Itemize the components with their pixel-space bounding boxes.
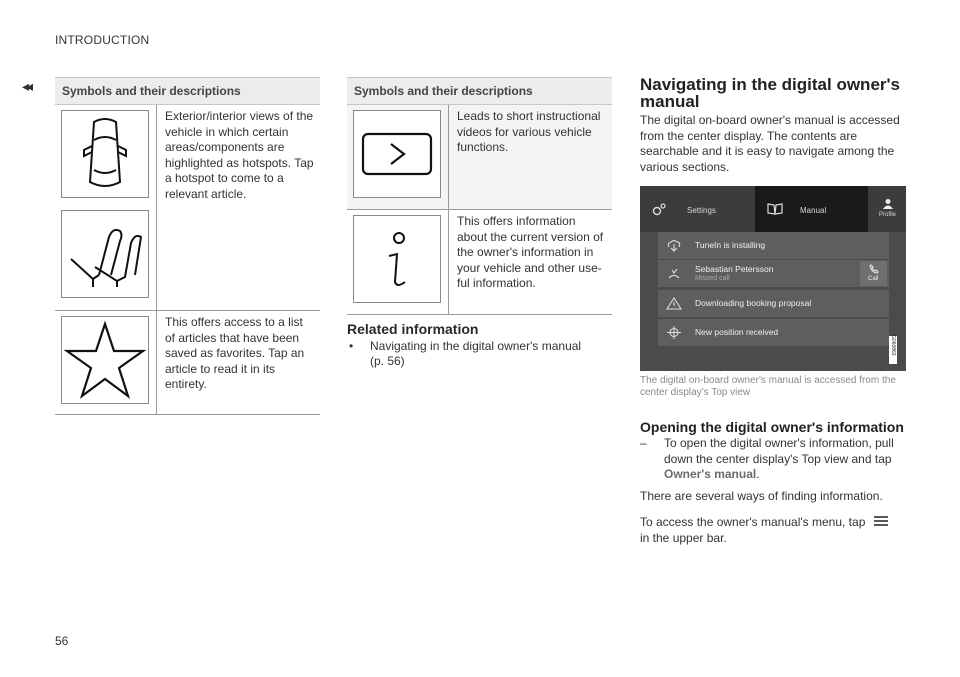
table-heading: Symbols and their descriptions: [347, 78, 612, 105]
table-row: [55, 311, 320, 415]
notification-item[interactable]: [658, 232, 889, 259]
settings-tab[interactable]: Settings: [687, 206, 716, 215]
intro-paragraph: The digital on-board owner's manual is accessed from the center display. The contents are searchable and it is easy to navigate among the various sections.: [640, 113, 900, 174]
download-icon: [666, 239, 682, 252]
symbols-table-left: [55, 77, 320, 415]
notification-item[interactable]: [658, 319, 889, 346]
notification-item[interactable]: [658, 290, 889, 317]
notification-item[interactable]: [658, 260, 889, 287]
play-video-icon: [353, 110, 441, 198]
related-link-text[interactable]: Navigating in the digital owner's manual (p. 56): [370, 339, 582, 368]
book-icon: [767, 203, 783, 215]
icon-cell: [55, 311, 157, 414]
related-link[interactable]: [349, 339, 594, 371]
figure-caption: The digital on-board owner's manual is accessed from the center display's Top view: [640, 375, 896, 398]
paragraph: To access the owner's manual's menu, tap in the upper bar.: [640, 515, 910, 546]
call-label: Call: [868, 276, 879, 282]
section-title: Navigating in the digital owner's manual: [640, 75, 901, 111]
notification-title: Sebastian Petersson: [695, 264, 774, 274]
star-icon: [61, 316, 149, 404]
notification-title: TuneIn is installing: [695, 240, 766, 250]
dash-marker: –: [640, 436, 647, 450]
notification-title: Downloading booking proposal: [695, 298, 812, 308]
manual-tab[interactable]: Manual: [800, 206, 827, 215]
description-cell: Exterior/interior views of the vehicle in which certain areas/components are highlighted as hotspots. Tap a hotspot to come to a relevant article.: [165, 109, 314, 201]
phone-icon: [869, 264, 879, 274]
paragraph: There are several ways of finding information.: [640, 489, 883, 503]
owners-manual-link[interactable]: Owner's manual: [664, 467, 757, 481]
table-row: [55, 105, 320, 311]
description-cell: This offers information about the current version of the owner's information in your vehicle and other use-ful information.: [457, 214, 604, 290]
table-row: [347, 105, 612, 210]
warning-icon: [666, 297, 682, 310]
bullet-icon: •: [349, 339, 354, 353]
step-item: [640, 436, 920, 481]
icon-cell: [55, 105, 157, 310]
previous-page-icon[interactable]: ◂◂: [22, 78, 31, 94]
page-number: 56: [55, 634, 69, 648]
description-cell: This offers access to a list of articles that have been saved as favorites. Tap an article to read it in its entirety.: [165, 315, 305, 391]
section-title: Opening the digital owner's information: [640, 419, 904, 435]
table-row: [347, 210, 612, 315]
notification-subtitle: Missed call: [695, 275, 730, 282]
symbols-table-right: [347, 77, 612, 315]
position-icon: [666, 326, 682, 339]
car-top-view-icon: [61, 110, 149, 198]
missed-call-icon: [666, 267, 682, 280]
info-icon: [353, 215, 441, 303]
table-heading: Symbols and their descriptions: [55, 78, 320, 105]
icon-cell: [347, 105, 449, 209]
profile-tab[interactable]: Profile: [879, 212, 897, 218]
description-cell: Leads to short instructional videos for various vehicle functions.: [457, 109, 601, 154]
seat-icon: [61, 210, 149, 298]
notification-title: New position received: [695, 327, 779, 337]
call-button[interactable]: [860, 261, 887, 286]
icon-cell: [347, 210, 449, 314]
center-display-image: [640, 186, 906, 371]
related-information-title: Related information: [347, 321, 479, 337]
gear-icon: [651, 202, 667, 218]
image-code: G060863: [889, 336, 897, 364]
menu-icon: [873, 515, 889, 527]
step-text: To open the digital owner's information, pull down the center display's Top view and tap Owner's manual.: [664, 436, 894, 481]
profile-icon: [882, 198, 894, 210]
section-header: INTRODUCTION: [55, 33, 150, 47]
